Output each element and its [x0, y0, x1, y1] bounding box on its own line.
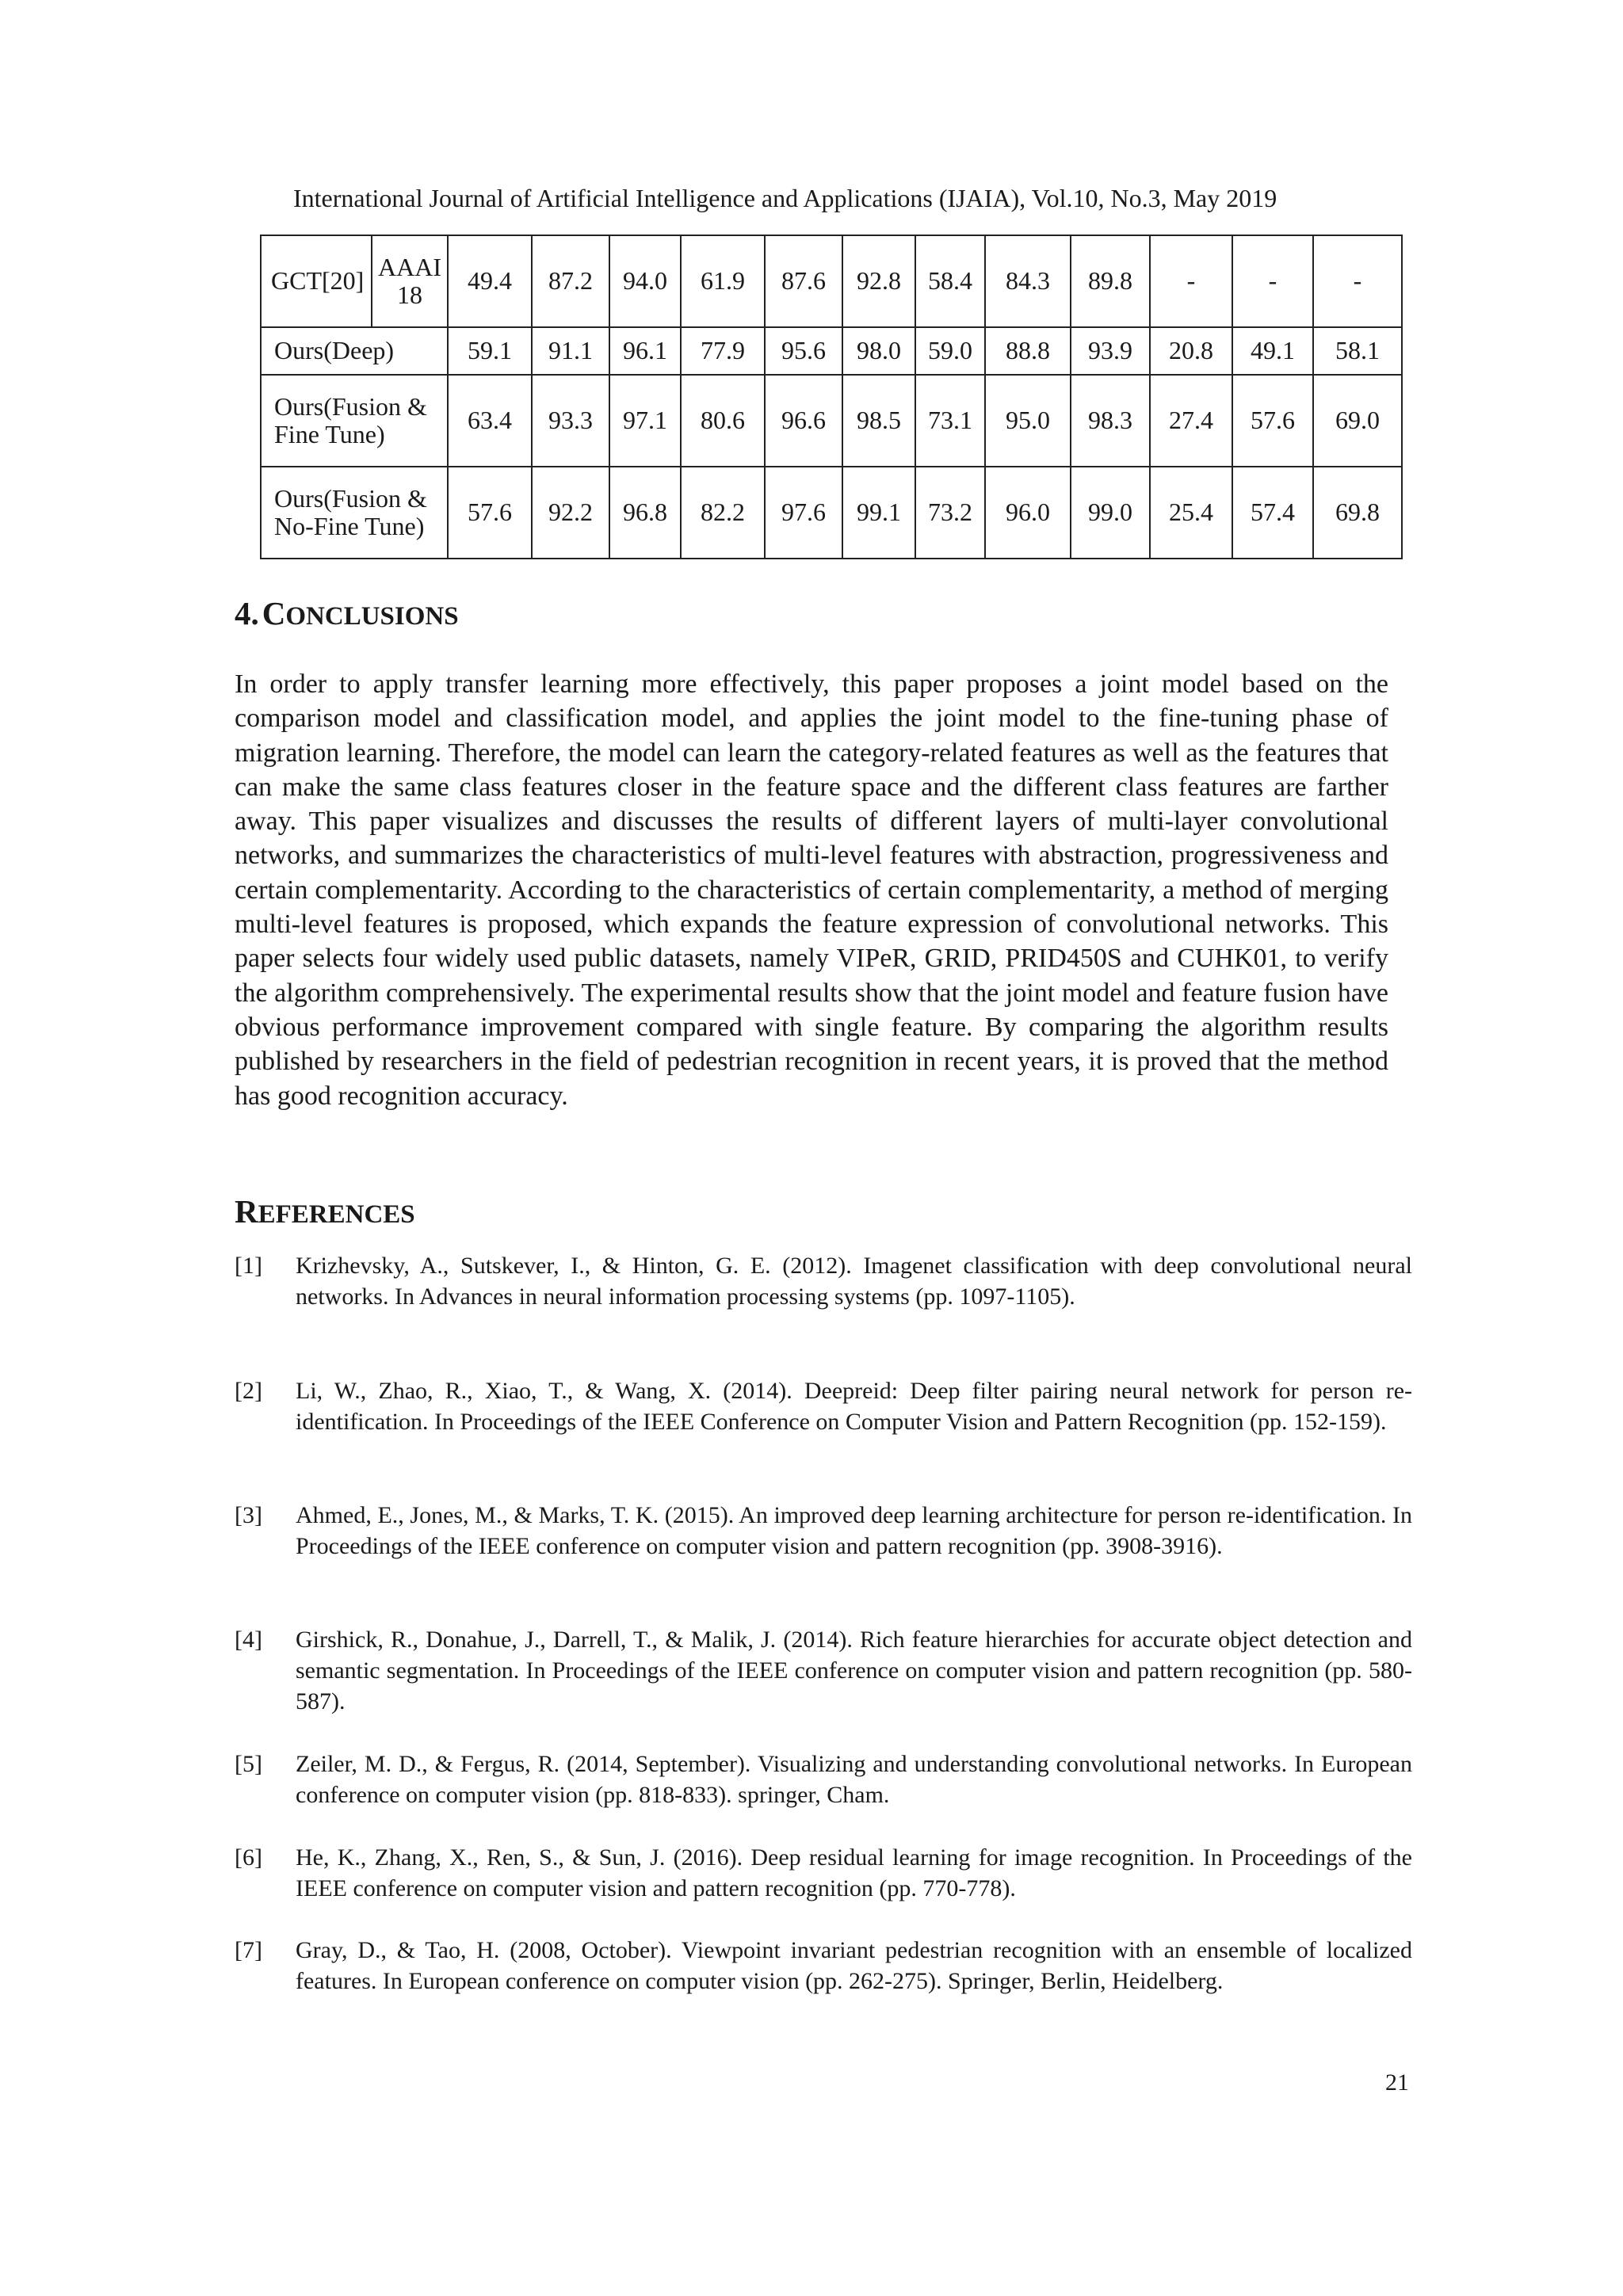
table-cell: 20.8	[1150, 327, 1232, 375]
section-heading-conclusions	[235, 594, 459, 632]
section-heading-references	[235, 1192, 415, 1230]
table-cell: 77.9	[681, 327, 765, 375]
table-cell: 59.1	[448, 327, 532, 375]
table-cell: 97.6	[765, 467, 842, 559]
reference-number: [5]	[235, 1751, 262, 1777]
section-title-initial: C	[262, 595, 286, 631]
table-cell: 96.6	[765, 375, 842, 467]
section-title-rest: ONCLUSIONS	[285, 602, 459, 631]
table-cell-method: Ours(Deep)	[261, 327, 448, 375]
table-row	[261, 375, 1402, 467]
table-cell: 87.2	[532, 235, 609, 327]
table-cell: 63.4	[448, 375, 532, 467]
table-cell: 57.4	[1232, 467, 1313, 559]
table-cell: 96.0	[985, 467, 1071, 559]
table-cell: 80.6	[681, 375, 765, 467]
table-cell-sub: AAAI18	[372, 235, 448, 327]
reference-text: He, K., Zhang, X., Ren, S., & Sun, J. (2016). Deep residual learning for image recognition. In Proceedings of the IEEE conference on computer vision and pattern recognition (pp. 770-778).	[296, 1844, 1412, 1901]
table-cell: 58.4	[915, 235, 985, 327]
table-cell: -	[1150, 235, 1232, 327]
reference-item	[235, 1749, 1412, 1810]
table-cell: 49.1	[1232, 327, 1313, 375]
section-title-initial: R	[235, 1193, 258, 1230]
table-cell: 93.9	[1071, 327, 1150, 375]
running-header: International Journal of Artificial Intelligence and Applications (IJAIA), Vol.10, No.3, May 2019	[293, 184, 1277, 212]
reference-item	[235, 1935, 1412, 1997]
table-cell-method: Ours(Fusion & No-Fine Tune)	[261, 467, 448, 559]
reference-item	[235, 1500, 1412, 1562]
table-cell-method: Ours(Fusion & Fine Tune)	[261, 375, 448, 467]
table-row	[261, 327, 1402, 375]
table-cell-method: GCT[20]	[261, 235, 372, 327]
reference-number: [2]	[235, 1378, 262, 1404]
table-cell: 89.8	[1071, 235, 1150, 327]
table-row	[261, 467, 1402, 559]
table-cell: 73.1	[915, 375, 985, 467]
reference-text: Krizhevsky, A., Sutskever, I., & Hinton, G. E. (2012). Imagenet classification with deep convolutional neural networks. In Advances in neural information processing systems (pp. 1097-1105).	[296, 1253, 1412, 1310]
table-cell: 58.1	[1313, 327, 1402, 375]
table-cell: 92.2	[532, 467, 609, 559]
table-cell: 99.0	[1071, 467, 1150, 559]
table-cell: -	[1313, 235, 1402, 327]
reference-text: Ahmed, E., Jones, M., & Marks, T. K. (2015). An improved deep learning architecture for person re-identification. In Proceedings of the IEEE conference on computer vision and pattern recognition (pp. 3908-3916).	[296, 1502, 1412, 1559]
table-cell: 69.0	[1313, 375, 1402, 467]
table-cell: -	[1232, 235, 1313, 327]
table-cell: 92.8	[842, 235, 915, 327]
table-cell: 82.2	[681, 467, 765, 559]
table-cell: 95.6	[765, 327, 842, 375]
table-cell: 84.3	[985, 235, 1071, 327]
results-table	[260, 235, 1403, 559]
table-cell: 95.0	[985, 375, 1071, 467]
table-cell: 88.8	[985, 327, 1071, 375]
table-cell: 93.3	[532, 375, 609, 467]
table-cell: 96.1	[609, 327, 681, 375]
table-cell: 57.6	[1232, 375, 1313, 467]
table-cell: 25.4	[1150, 467, 1232, 559]
table-cell: 61.9	[681, 235, 765, 327]
reference-number: [6]	[235, 1844, 262, 1871]
table-cell: 97.1	[609, 375, 681, 467]
table-row	[261, 235, 1402, 327]
table-cell: 98.3	[1071, 375, 1150, 467]
table-cell: 87.6	[765, 235, 842, 327]
reference-number: [7]	[235, 1937, 262, 1963]
reference-number: [4]	[235, 1627, 262, 1653]
table-cell: 96.8	[609, 467, 681, 559]
table-cell: 27.4	[1150, 375, 1232, 467]
section-title-rest: EFERENCES	[258, 1200, 415, 1229]
section-number: 4.	[235, 595, 259, 631]
reference-text: Girshick, R., Donahue, J., Darrell, T., & Malik, J. (2014). Rich feature hierarchies for accurate object detection and semantic segmentation. In Proceedings of the IEEE conference on computer vision and pattern recognition (pp. 580-587).	[296, 1627, 1412, 1714]
reference-item	[235, 1250, 1412, 1312]
reference-number: [1]	[235, 1253, 262, 1279]
conclusions-paragraph: In order to apply transfer learning more effectively, this paper proposes a joint model based on the comparison model and classification model, and applies the joint model to the fine-tuning phase of migration learning. Therefore, the model can learn the category-related features as well as the features that can make the same class features closer in the feature space and the different class features are farther away. This paper visualizes and discusses the results of different layers of multi-layer convolutional networks, and summarizes the characteristics of multi-level features with abstraction, progressiveness and certain complementarity. According to the characteristics of certain complementarity, a method of merging multi-level features is proposed, which expands the feature expression of convolutional networks. This paper selects four widely used public datasets, namely VIPeR, GRID, PRID450S and CUHK01, to verify the algorithm comprehensively. The experimental results show that the joint model and feature fusion have obvious performance improvement compared with single feature. By comparing the algorithm results published by researchers in the field of pedestrian recognition in recent years, it is proved that the method has good recognition accuracy.	[235, 669, 1388, 1111]
reference-text: Gray, D., & Tao, H. (2008, October). Viewpoint invariant pedestrian recognition with an ensemble of localized features. In European conference on computer vision (pp. 262-275). Springer, Berlin, Heidelberg.	[296, 1937, 1412, 1994]
table-cell: 73.2	[915, 467, 985, 559]
table-cell: 99.1	[842, 467, 915, 559]
table-cell: 98.5	[842, 375, 915, 467]
table-cell: 94.0	[609, 235, 681, 327]
table-cell: 59.0	[915, 327, 985, 375]
reference-item	[235, 1842, 1412, 1904]
table-cell: 91.1	[532, 327, 609, 375]
table-cell: 69.8	[1313, 467, 1402, 559]
reference-item	[235, 1624, 1412, 1717]
table-cell: 57.6	[448, 467, 532, 559]
reference-item	[235, 1375, 1412, 1437]
reference-text: Zeiler, M. D., & Fergus, R. (2014, September). Visualizing and understanding convolutional networks. In European conference on computer vision (pp. 818-833). springer, Cham.	[296, 1751, 1412, 1808]
reference-number: [3]	[235, 1502, 262, 1528]
reference-text: Li, W., Zhao, R., Xiao, T., & Wang, X. (2014). Deepreid: Deep filter pairing neural network for person re-identification. In Proceedings of the IEEE Conference on Computer Vision and Pattern Recognition (pp. 152-159).	[296, 1378, 1412, 1435]
table-cell: 49.4	[448, 235, 532, 327]
page-number: 21	[1385, 2069, 1409, 2096]
table-cell: 98.0	[842, 327, 915, 375]
